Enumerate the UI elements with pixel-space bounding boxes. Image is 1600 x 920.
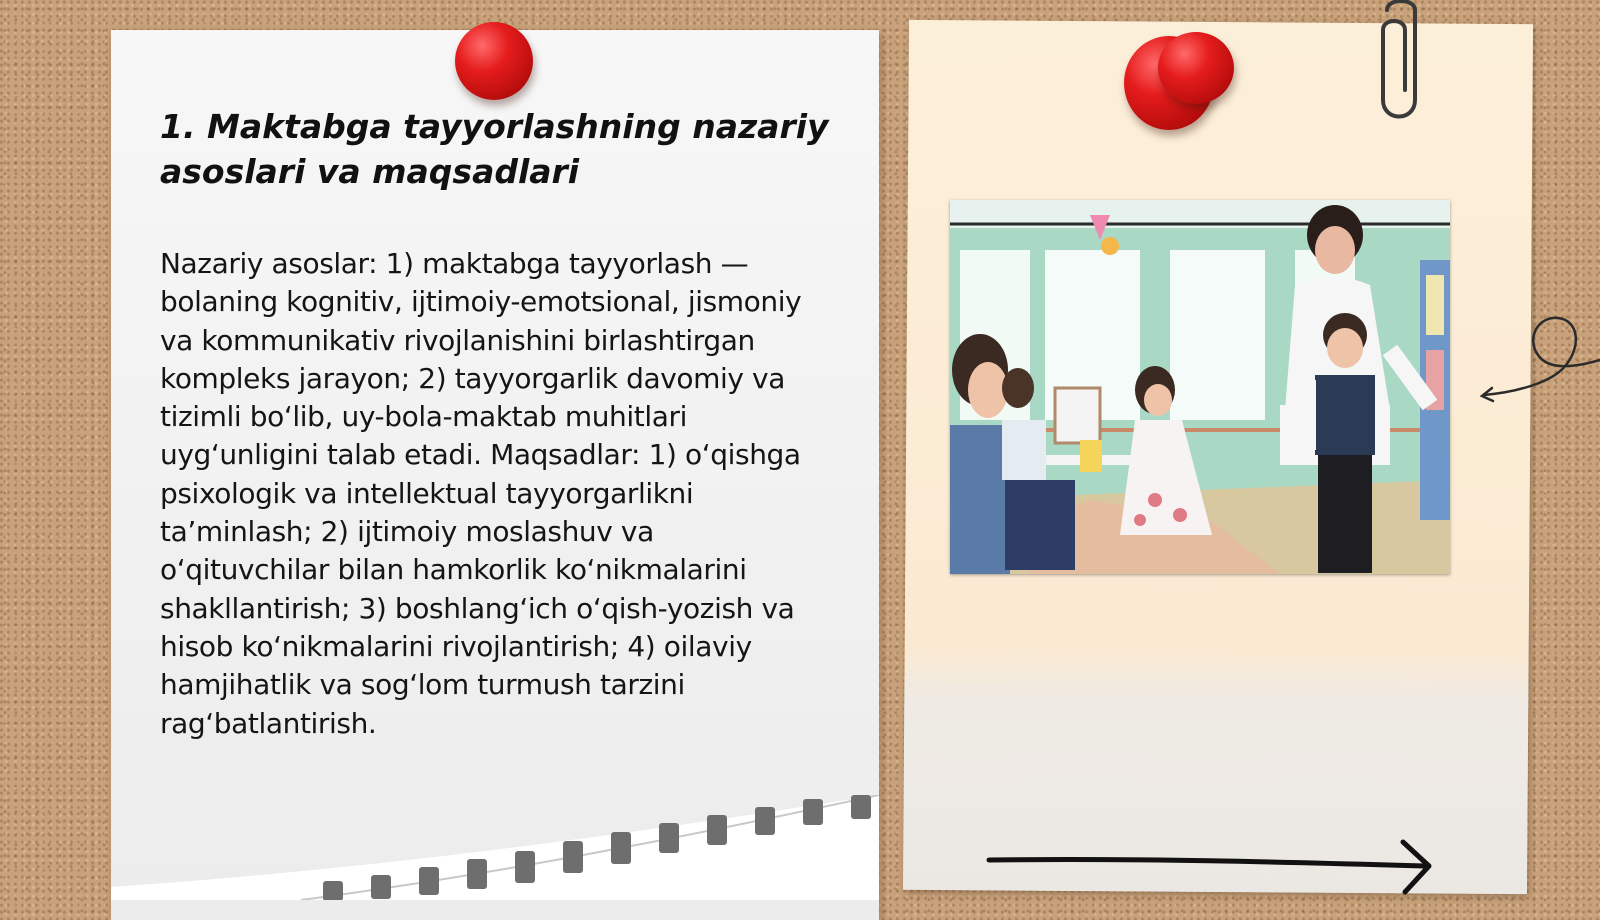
paperclip-icon: [1375, 0, 1425, 125]
slide-title: 1. Maktabga tayyorlashning nazariy asoslari va maqsadlari: [160, 107, 829, 191]
loop-doodle-icon: [1478, 310, 1600, 410]
classroom-photo: [950, 200, 1450, 574]
notebook-spiral-edge: [111, 795, 879, 900]
pushpin-icon: [455, 22, 533, 100]
classroom-photo-illustration: [950, 200, 1450, 574]
pushpin-icon: [1158, 32, 1234, 104]
slide-body-text: Nazariy asoslar: 1) maktabga tayyorlash — bolaning kognitiv, ijtimoiy-emotsional, jismoniy va kommunikativ rivojlanishini birlashtirgan kompleks jarayon; 2) tayyorgarlik davomiy va tizimli bo‘lib, uy-bola-maktab muhitlari uyg‘unligini talab etadi. Maqsadlar: 1) o‘qishga psixologik va intellektual tayyorgarlikni ta’minlash; 2) ijtimoiy moslashuv va o‘qituvchilar bilan hamkorlik ko‘nikmalarini shakllantirish; 3) boshlang‘ich o‘qish-yozish va hisob ko‘nikmalarini rivojlantirish; 4) oilaviy hamjihatlik va sog‘lom turmush tarzini rag‘batlantirish.: [160, 247, 802, 740]
arrow-icon: [985, 838, 1445, 898]
